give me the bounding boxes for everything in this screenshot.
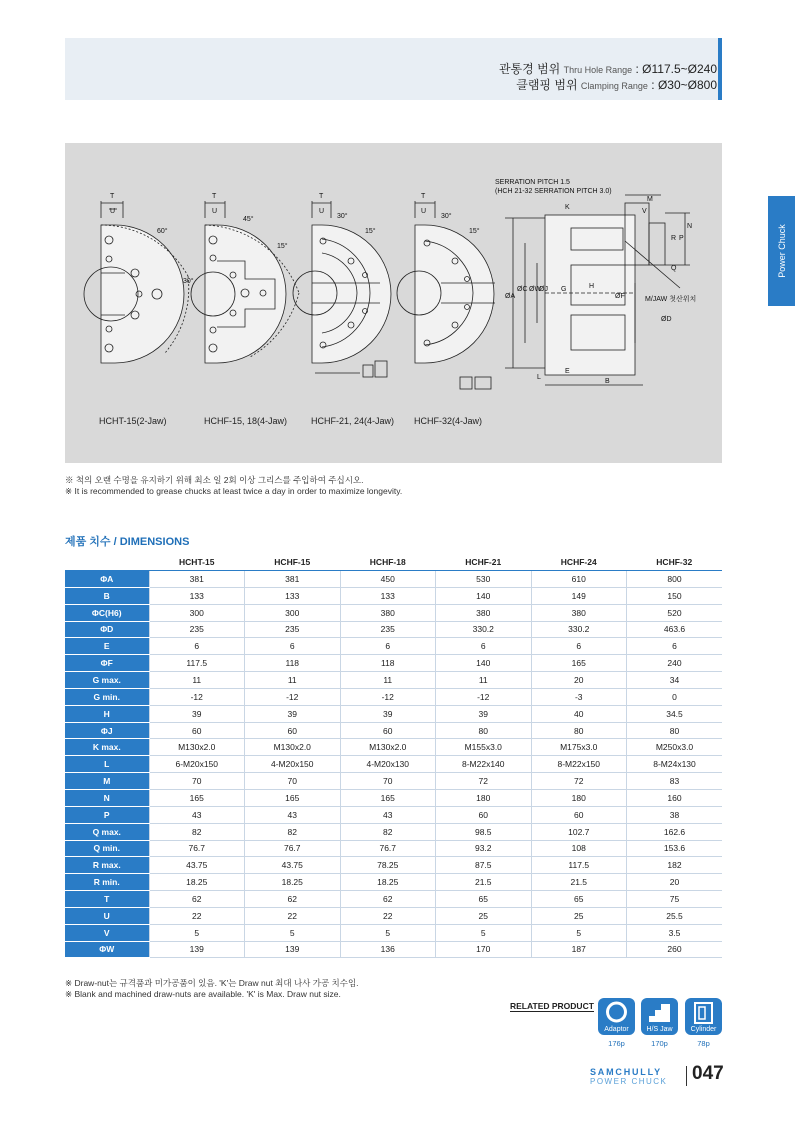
dim-angle-30-1: 30° <box>183 278 194 285</box>
table-column-header: HCHF-15 <box>245 554 341 571</box>
related-adaptor-page[interactable]: 176p <box>608 1039 625 1048</box>
table-cell: 530 <box>436 571 532 588</box>
table-header-corner <box>65 554 149 571</box>
table-cell: 136 <box>340 941 436 958</box>
dim-r: R <box>671 235 677 242</box>
grease-note-en: ※ It is recommended to grease chucks at least twice a day in order to maximize longevity. <box>65 486 403 496</box>
table-cell: 8-M22x140 <box>436 756 532 773</box>
row-label: N <box>65 789 149 806</box>
table-row <box>65 773 722 790</box>
table-cell: M175x3.0 <box>531 739 627 756</box>
related-hsjaw-button[interactable] <box>641 998 678 1035</box>
table-cell: 43 <box>149 806 245 823</box>
dim-phi-j: ØJ <box>539 286 548 293</box>
table-cell: 76.7 <box>149 840 245 857</box>
brand-subtitle: POWER CHUCK <box>590 1077 668 1086</box>
row-label: V <box>65 924 149 941</box>
table-column-header: HCHF-18 <box>340 554 436 571</box>
table-cell: 43.75 <box>149 857 245 874</box>
drawing-panel <box>65 143 722 463</box>
table-cell: 22 <box>340 907 436 924</box>
dim-t-3: T <box>319 193 324 200</box>
table-cell: 76.7 <box>245 840 341 857</box>
table-cell: 93.2 <box>436 840 532 857</box>
dim-u-3: U <box>319 208 325 215</box>
table-cell: 39 <box>340 705 436 722</box>
table-cell: 11 <box>149 672 245 689</box>
related-cylinder-name: Cylinder <box>690 1026 717 1033</box>
related-hsjaw-name: H/S Jaw <box>646 1026 673 1033</box>
table-cell: 80 <box>627 722 723 739</box>
table-cell: 5 <box>531 924 627 941</box>
table-cell: 165 <box>340 789 436 806</box>
thru-hole-range <box>499 60 717 77</box>
chuck-hchf32-drawing <box>397 201 495 389</box>
table-row <box>65 621 722 638</box>
table-cell: 6 <box>627 638 723 655</box>
row-label: G max. <box>65 672 149 689</box>
table-cell: 380 <box>340 604 436 621</box>
row-label: K max. <box>65 739 149 756</box>
row-label: ΦF <box>65 655 149 672</box>
table-cell: 182 <box>627 857 723 874</box>
table-cell: 18.25 <box>340 874 436 891</box>
row-label: G min. <box>65 688 149 705</box>
side-tab-label: Power Chuck <box>776 224 787 278</box>
table-row <box>65 756 722 773</box>
table-cell: 70 <box>149 773 245 790</box>
related-hsjaw-page[interactable]: 170p <box>651 1039 668 1048</box>
table-cell: 520 <box>627 604 723 621</box>
related-adaptor-name: Adaptor <box>604 1026 629 1033</box>
dim-phi-c: ØC <box>517 286 528 293</box>
table-cell: 20 <box>531 672 627 689</box>
row-label: ΦJ <box>65 722 149 739</box>
table-column-header: HCHF-24 <box>531 554 627 571</box>
table-cell: 6 <box>149 638 245 655</box>
table-cell: 0 <box>627 688 723 705</box>
dim-n: N <box>687 223 693 230</box>
chuck-hcht15-drawing <box>84 201 189 363</box>
table-row <box>65 604 722 621</box>
table-cell: 140 <box>436 655 532 672</box>
table-cell: 22 <box>245 907 341 924</box>
table-cell: 6 <box>340 638 436 655</box>
table-cell: 40 <box>531 705 627 722</box>
table-row <box>65 722 722 739</box>
table-cell: 87.5 <box>436 857 532 874</box>
thru-hole-value: : Ø117.5~Ø240 <box>635 62 717 76</box>
dim-q: Q <box>671 265 677 272</box>
table-cell: 6 <box>245 638 341 655</box>
table-cell: 180 <box>436 789 532 806</box>
dim-phi-a: ØA <box>505 293 516 300</box>
related-cylinder-page[interactable]: 78p <box>697 1039 710 1048</box>
table-cell: 25.5 <box>627 907 723 924</box>
table-cell: 22 <box>149 907 245 924</box>
dim-angle-30-3: 30° <box>337 213 348 220</box>
table-cell: 25 <box>531 907 627 924</box>
row-label: ΦD <box>65 621 149 638</box>
table-cell: 162.6 <box>627 823 723 840</box>
table-cell: M250x3.0 <box>627 739 723 756</box>
table-cell: 70 <box>245 773 341 790</box>
table-cell: 82 <box>245 823 341 840</box>
table-cell: 11 <box>245 672 341 689</box>
side-tab-power-chuck[interactable] <box>768 196 795 306</box>
dim-h: H <box>589 283 595 290</box>
table-cell: 18.25 <box>149 874 245 891</box>
table-row <box>65 688 722 705</box>
table-cell: 4-M20x130 <box>340 756 436 773</box>
table-cell: 60 <box>149 722 245 739</box>
table-cell: 65 <box>436 891 532 908</box>
table-cell: 11 <box>436 672 532 689</box>
table-cell: 6-M20x150 <box>149 756 245 773</box>
related-cylinder-button[interactable] <box>685 998 722 1035</box>
dim-t-2: T <box>212 193 217 200</box>
table-cell: 380 <box>531 604 627 621</box>
table-cell: 610 <box>531 571 627 588</box>
dim-m: M <box>647 196 653 203</box>
dim-l: L <box>537 374 541 381</box>
table-cell: 187 <box>531 941 627 958</box>
dim-phi-f: ØF <box>615 293 625 300</box>
dim-k: K <box>565 204 570 211</box>
dim-angle-30-4: 30° <box>441 213 452 220</box>
table-cell: 330.2 <box>436 621 532 638</box>
clamping-range <box>516 76 717 93</box>
table-cell: 43.75 <box>245 857 341 874</box>
header-accent-bar <box>718 38 722 100</box>
table-row <box>65 672 722 689</box>
table-cell: 165 <box>149 789 245 806</box>
table-cell: 5 <box>436 924 532 941</box>
table-cell: 39 <box>436 705 532 722</box>
table-cell: 62 <box>149 891 245 908</box>
table-cell: 62 <box>245 891 341 908</box>
table-row <box>65 789 722 806</box>
table-cell: 39 <box>149 705 245 722</box>
table-cell: 8-M24x130 <box>627 756 723 773</box>
table-cell: 800 <box>627 571 723 588</box>
table-cell: 450 <box>340 571 436 588</box>
table-cell: 133 <box>340 587 436 604</box>
table-cell: 72 <box>531 773 627 790</box>
table-cell: 39 <box>245 705 341 722</box>
table-row <box>65 874 722 891</box>
table-cell: 117.5 <box>531 857 627 874</box>
table-cell: 118 <box>340 655 436 672</box>
table-cell: 34 <box>627 672 723 689</box>
table-cell: 5 <box>340 924 436 941</box>
table-cell: M130x2.0 <box>149 739 245 756</box>
table-cell: 149 <box>531 587 627 604</box>
table-cell: M130x2.0 <box>245 739 341 756</box>
dim-t-4: T <box>421 193 426 200</box>
chuck-hchf21-drawing <box>293 201 391 377</box>
table-row <box>65 739 722 756</box>
dim-angle-15-2: 15° <box>277 243 288 250</box>
table-row <box>65 941 722 958</box>
table-cell: 381 <box>245 571 341 588</box>
table-cell: 62 <box>340 891 436 908</box>
table-cell: 139 <box>149 941 245 958</box>
row-label: P <box>65 806 149 823</box>
dim-angle-15-4: 15° <box>469 228 480 235</box>
table-row <box>65 655 722 672</box>
table-cell: 60 <box>340 722 436 739</box>
dim-u-4: U <box>421 208 427 215</box>
table-cell: 70 <box>340 773 436 790</box>
table-cell: 150 <box>627 587 723 604</box>
dimensions-title: 제품 치수 / DIMENSIONS <box>65 536 190 548</box>
dim-angle-15-3: 15° <box>365 228 376 235</box>
table-row <box>65 587 722 604</box>
table-cell: 133 <box>149 587 245 604</box>
table-header-row <box>65 554 722 571</box>
chuck-hchf15-drawing <box>191 201 299 363</box>
clamping-ko: 클램핑 범위 <box>516 78 578 92</box>
dim-phi-w: ØW <box>529 286 542 293</box>
table-row <box>65 705 722 722</box>
row-label: B <box>65 587 149 604</box>
dim-v: V <box>642 208 647 215</box>
table-cell: -12 <box>436 688 532 705</box>
caption-hchf15: HCHF-15, 18(4-Jaw) <box>204 416 288 426</box>
table-cell: 300 <box>149 604 245 621</box>
table-row <box>65 823 722 840</box>
table-cell: 21.5 <box>531 874 627 891</box>
table-cell: 6 <box>436 638 532 655</box>
row-label: ΦW <box>65 941 149 958</box>
table-cell: 133 <box>245 587 341 604</box>
drawnut-note-en: ※ Blank and machined draw-nuts are available. 'K' is Max. Draw nut size. <box>65 989 341 999</box>
thru-hole-ko: 관통경 범위 <box>498 62 561 76</box>
table-row <box>65 891 722 908</box>
table-cell: 98.5 <box>436 823 532 840</box>
dim-angle-45-2: 45° <box>243 216 254 223</box>
table-cell: 170 <box>436 941 532 958</box>
clamping-en: Clamping Range <box>580 81 648 91</box>
thru-hole-en: Thru Hole Range <box>563 65 633 75</box>
dim-u-1: U <box>110 208 116 215</box>
table-cell: 160 <box>627 789 723 806</box>
grease-note-ko: ※ 척의 오랜 수명을 유지하기 위해 최소 일 2회 이상 그리스를 주입하여 주십시오. <box>65 475 364 485</box>
caption-hchf21: HCHF-21, 24(4-Jaw) <box>311 416 395 426</box>
technical-drawing <box>65 143 722 463</box>
table-cell: 34.5 <box>627 705 723 722</box>
table-cell: 8-M22x150 <box>531 756 627 773</box>
table-cell: 78.25 <box>340 857 436 874</box>
table-row <box>65 806 722 823</box>
table-cell: 4-M20x150 <box>245 756 341 773</box>
table-cell: 76.7 <box>340 840 436 857</box>
table-cell: 240 <box>627 655 723 672</box>
table-cell: 235 <box>340 621 436 638</box>
table-cell: 60 <box>436 806 532 823</box>
table-cell: 60 <box>531 806 627 823</box>
table-cell: -12 <box>340 688 436 705</box>
table-cell: 5 <box>245 924 341 941</box>
row-label: L <box>65 756 149 773</box>
table-cell: 118 <box>245 655 341 672</box>
table-cell: 300 <box>245 604 341 621</box>
serration-note-1: SERRATION PITCH 1.5 <box>495 179 570 186</box>
dim-p: P <box>679 235 684 242</box>
table-cell: 5 <box>149 924 245 941</box>
table-cell: M130x2.0 <box>340 739 436 756</box>
table-cell: 80 <box>531 722 627 739</box>
dim-phi-d: ØD <box>661 316 672 323</box>
dim-e: E <box>565 368 570 375</box>
table-cell: 380 <box>436 604 532 621</box>
table-cell: 18.25 <box>245 874 341 891</box>
table-cell: 25 <box>436 907 532 924</box>
dim-g: G <box>561 286 567 293</box>
drawnut-note-ko: ※ Draw-nut는 규격품과 미가공품이 있음. 'K'는 Draw nut 최대 나사 가공 치수임. <box>65 978 359 988</box>
table-cell: 165 <box>245 789 341 806</box>
dim-u-2: U <box>212 208 218 215</box>
row-label: Q min. <box>65 840 149 857</box>
table-cell: 463.6 <box>627 621 723 638</box>
row-label: T <box>65 891 149 908</box>
table-cell: M155x3.0 <box>436 739 532 756</box>
table-cell: 180 <box>531 789 627 806</box>
table-cell: 60 <box>245 722 341 739</box>
table-column-header: HCHF-21 <box>436 554 532 571</box>
table-cell: 75 <box>627 891 723 908</box>
related-product-label: RELATED PRODUCT <box>510 1001 594 1011</box>
table-cell: 82 <box>149 823 245 840</box>
row-label: U <box>65 907 149 924</box>
table-cell: 83 <box>627 773 723 790</box>
table-cell: 235 <box>245 621 341 638</box>
page-number: 047 <box>692 1063 724 1084</box>
table-row <box>65 857 722 874</box>
table-cell: 11 <box>340 672 436 689</box>
table-cell: 139 <box>245 941 341 958</box>
table-cell: -12 <box>245 688 341 705</box>
table-cell: 235 <box>149 621 245 638</box>
table-row <box>65 638 722 655</box>
row-label: R max. <box>65 857 149 874</box>
table-cell: 80 <box>436 722 532 739</box>
row-label: ΦC(H6) <box>65 604 149 621</box>
table-cell: 6 <box>531 638 627 655</box>
table-cell: 82 <box>340 823 436 840</box>
dimensions-table <box>65 554 722 958</box>
related-adaptor-button[interactable] <box>598 998 635 1035</box>
table-column-header: HCHF-32 <box>627 554 723 571</box>
table-cell: 153.6 <box>627 840 723 857</box>
row-label: Q max. <box>65 823 149 840</box>
table-cell: 140 <box>436 587 532 604</box>
row-label: E <box>65 638 149 655</box>
table-cell: 165 <box>531 655 627 672</box>
dim-t-1: T <box>110 193 115 200</box>
row-label: H <box>65 705 149 722</box>
table-cell: 381 <box>149 571 245 588</box>
table-cell: 72 <box>436 773 532 790</box>
table-row <box>65 571 722 588</box>
page-divider <box>686 1066 687 1086</box>
table-cell: 20 <box>627 874 723 891</box>
table-cell: -3 <box>531 688 627 705</box>
table-cell: 43 <box>245 806 341 823</box>
table-cell: 3.5 <box>627 924 723 941</box>
table-cell: -12 <box>149 688 245 705</box>
dim-b: B <box>605 378 610 385</box>
table-cell: 65 <box>531 891 627 908</box>
mjaw-note: M/JAW 첫산위치 <box>645 296 697 303</box>
brand-name: SAMCHULLY <box>590 1067 662 1077</box>
table-cell: 43 <box>340 806 436 823</box>
serration-note-2: (HCH 21-32 SERRATION PITCH 3.0) <box>495 188 612 195</box>
table-row <box>65 924 722 941</box>
table-cell: 38 <box>627 806 723 823</box>
table-column-header: HCHT-15 <box>149 554 245 571</box>
table-cell: 117.5 <box>149 655 245 672</box>
table-row <box>65 907 722 924</box>
table-cell: 102.7 <box>531 823 627 840</box>
table-cell: 108 <box>531 840 627 857</box>
table-cell: 260 <box>627 941 723 958</box>
dim-angle-60-1: 60° <box>157 228 168 235</box>
row-label: R min. <box>65 874 149 891</box>
row-label: M <box>65 773 149 790</box>
clamping-value: : Ø30~Ø800 <box>651 78 717 92</box>
caption-hchf32: HCHF-32(4-Jaw) <box>414 416 483 426</box>
table-row <box>65 840 722 857</box>
table-cell: 330.2 <box>531 621 627 638</box>
table-cell: 21.5 <box>436 874 532 891</box>
caption-hcht15: HCHT-15(2-Jaw) <box>99 416 167 426</box>
row-label: ΦA <box>65 571 149 588</box>
